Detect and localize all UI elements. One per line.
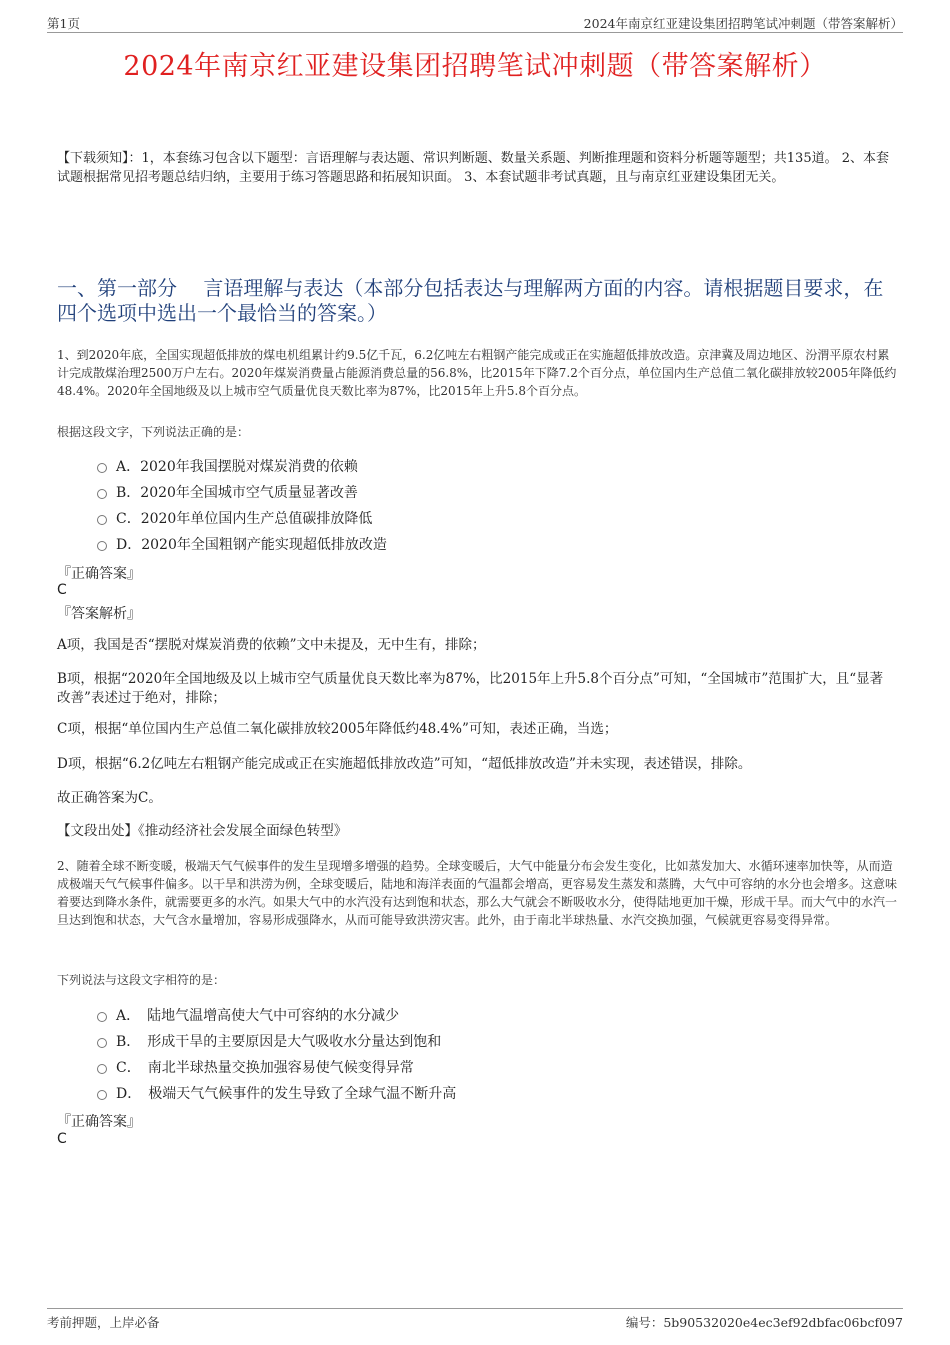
passage-source: 【文段出处】《推动经济社会发展全面绿色转型》 [57, 823, 348, 839]
radio-icon[interactable] [97, 1090, 107, 1100]
question-1-option-a[interactable] [97, 456, 358, 476]
analysis-line-a: A项，我国是否“摆脱对煤炭消费的依赖”文中未提及，无中生有，排除； [57, 637, 486, 653]
prompt-text: 下列说法与这段文字相符的是： [57, 973, 226, 987]
option-label: D．2020年全国粗钢产能实现超低排放改造 [116, 537, 387, 553]
page-number: 第1页 [47, 16, 80, 31]
analysis-conclusion: 故正确答案为C。 [57, 790, 162, 806]
correct-answer: C [57, 582, 67, 598]
question-2-passage [57, 857, 900, 929]
question-2-option-c[interactable] [97, 1057, 414, 1077]
question-1-option-d[interactable] [97, 534, 387, 554]
answer-label: 『正确答案』 [57, 566, 141, 582]
radio-icon[interactable] [97, 1064, 107, 1074]
option-label: C． 南北半球热量交换加强容易使气候变得异常 [116, 1060, 414, 1076]
passage-text: 2、随着全球不断变暖，极端天气气候事件的发生呈现增多增强的趋势。全球变暖后，大气中能量分布会发生变化，比如蒸发加大、水循环速率加快等，从而造成极端天气气候事件偏多。以干旱和洪涝为例，全球变暖后，陆地和海洋表面的气温都会增高，更容易发生蒸发和蒸腾，大气中可容纳的水分也会增多。这意味着要达到降水条件，就需要更多的水汽。如果大气中的水汽没有达到饱和状态，那么大气就会不断吸收水分，使得陆地更加干燥，形成干旱。而大气中的水汽一旦达到饱和状态，大气含水量增加，容易形成强降水，从而可能导致洪涝灾害。此外，由于南北半球热量、水汽交换加强，气候就更容易变得异常。 [57, 859, 898, 927]
download-notice: 【下载须知】：1，本套练习包含以下题型：言语理解与表达题、常识判断题、数量关系题、判断推理题和资料分析题等题型；共135道。 2、本套试题根据常见招考题总结归纳，主要用于练习答题思路和拓展知识面。 3、本套试题非考试真题，且与南京红亚建设集团无关。 [57, 151, 889, 185]
page-footer [47, 1308, 903, 1329]
footer-slogan: 考前押题，上岸必备 [47, 1315, 160, 1330]
document-title: 2024年南京红亚建设集团招聘笔试冲刺题（带答案解析） [123, 51, 827, 82]
analysis-line-c: C项，根据“单位国内生产总值二氧化碳排放较2005年降低约48.4%”可知，表述正确，当选； [57, 721, 618, 737]
answer-label: 『正确答案』 [57, 1114, 141, 1130]
question-1-prompt [57, 423, 900, 441]
document-id: 编号：5b90532020e4ec3ef92dbfac06bcf097 [625, 1315, 903, 1330]
prompt-text: 根据这段文字，下列说法正确的是： [57, 425, 250, 439]
question-1-option-c[interactable] [97, 508, 372, 528]
radio-icon[interactable] [97, 541, 107, 551]
running-title: 2024年南京红亚建设集团招聘笔试冲刺题（带答案解析） [583, 16, 903, 31]
radio-icon[interactable] [97, 1038, 107, 1048]
correct-answer: C [57, 1131, 67, 1147]
question-2-prompt [57, 971, 900, 989]
option-label: A． 陆地气温增高使大气中可容纳的水分减少 [116, 1008, 400, 1024]
page-header [47, 14, 903, 33]
question-2-option-a[interactable] [97, 1005, 399, 1025]
question-2-option-d[interactable] [97, 1083, 456, 1103]
analysis-label: 『答案解析』 [57, 606, 141, 622]
question-1-option-b[interactable] [97, 482, 358, 502]
radio-icon[interactable] [97, 515, 107, 525]
question-2-option-b[interactable] [97, 1031, 441, 1051]
option-label: D． 极端天气气候事件的发生导致了全球气温不断升高 [116, 1086, 457, 1102]
analysis-line-b: B项，根据“2020年全国地级及以上城市空气质量优良天数比率为87%，比2015年上升5.8个百分点”可知，“全国城市”范围扩大，且“显著改善”表述过于绝对，排除； [57, 671, 884, 706]
section-title: 一、第一部分 言语理解与表达（本部分包括表达与理解两方面的内容。请根据题目要求，在四个选项中选出一个最恰当的答案。） [57, 276, 884, 325]
option-label: B．2020年全国城市空气质量显著改善 [116, 485, 358, 501]
radio-icon[interactable] [97, 489, 107, 499]
option-label: C．2020年单位国内生产总值碳排放降低 [116, 511, 373, 527]
passage-text: 1、到2020年底，全国实现超低排放的煤电机组累计约9.5亿千瓦，6.2亿吨左右粗钢产能完成或正在实施超低排放改造。京津冀及周边地区、汾渭平原农村累计完成散煤治理2500万户左右。2020年煤炭消费量占能源消费总量的56.8%，比2015年下降7.2个百分点，单位国内生产总值二氧化碳排放较2005年降低约48.4%。2020年全国地级及以上城市空气质量优良天数比率为87%，比2015年上升5.8个百分点。 [57, 348, 897, 398]
option-label: A．2020年我国摆脱对煤炭消费的依赖 [116, 459, 358, 475]
radio-icon[interactable] [97, 463, 107, 473]
analysis-line-d: D项，根据“6.2亿吨左右粗钢产能完成或正在实施超低排放改造”可知，“超低排放改造”并未实现，表述错误，排除。 [57, 756, 752, 772]
question-1-passage [57, 346, 900, 400]
radio-icon[interactable] [97, 1012, 107, 1022]
option-label: B． 形成干旱的主要原因是大气吸收水分量达到饱和 [116, 1034, 442, 1050]
